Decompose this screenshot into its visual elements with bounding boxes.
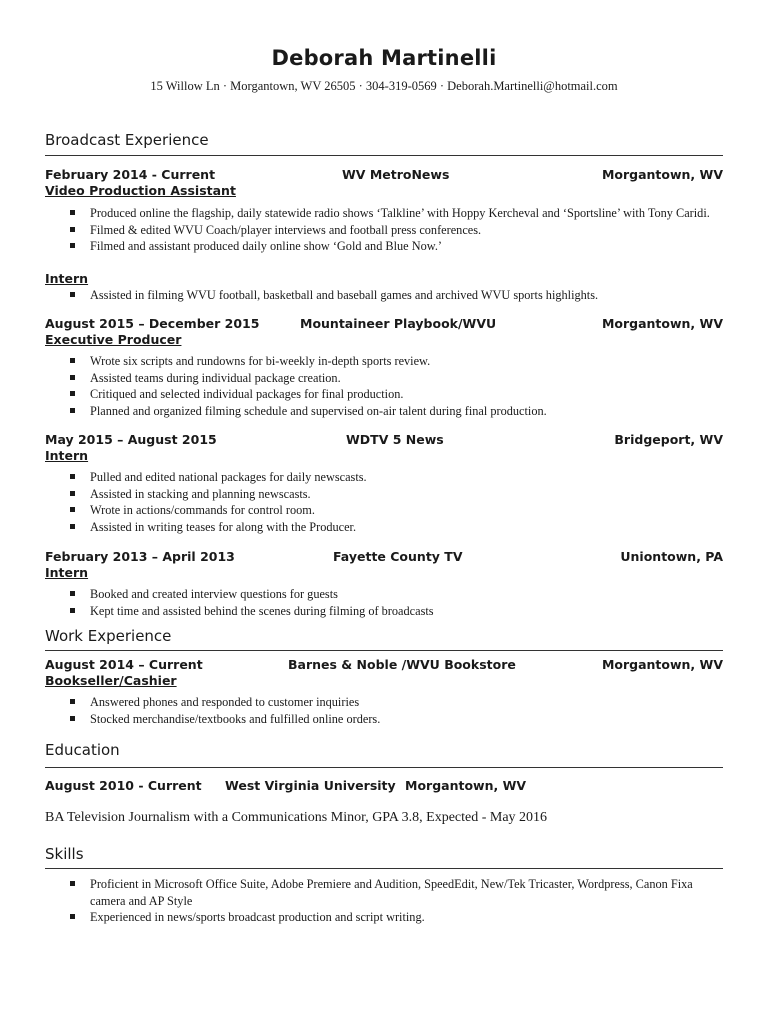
- bullet-list: [45, 287, 723, 304]
- candidate-name: Deborah Martinelli: [271, 46, 497, 70]
- section-heading-work: Work Experience: [45, 627, 172, 645]
- bullet-item: Planned and organized filming schedule and supervised on-air talent during final production.: [45, 403, 723, 420]
- bullet-list: [45, 353, 723, 419]
- bullet-item: Filmed & edited WVU Coach/player interviews and football press conferences.: [45, 222, 723, 239]
- bullet-item: Filmed and assistant produced daily online show ‘Gold and Blue Now.’: [45, 238, 723, 255]
- section-divider: [45, 650, 723, 651]
- job-date: February 2014 - Current: [45, 167, 216, 182]
- job-location: Uniontown, PA: [620, 549, 723, 564]
- job-title: Bookseller/Cashier: [45, 673, 177, 688]
- job-date: August 2015 – December 2015: [45, 316, 260, 331]
- education-school: West Virginia University: [225, 778, 396, 793]
- bullet-item: Booked and created interview questions for guests: [45, 586, 723, 603]
- job-org: Mountaineer Playbook/WVU: [300, 316, 497, 331]
- bullet-item: Experienced in news/sports broadcast production and script writing.: [45, 909, 723, 926]
- education-row: [45, 778, 723, 795]
- bullet-item: Stocked merchandise/textbooks and fulfilled online orders.: [45, 711, 723, 728]
- job-row-fayette: [45, 549, 723, 566]
- bullet-item: Assisted in writing teases for along with the Producer.: [45, 519, 723, 536]
- bullet-item: Assisted teams during individual package creation.: [45, 370, 723, 387]
- job-location: Morgantown, WV: [601, 657, 723, 672]
- section-divider: [45, 767, 723, 768]
- bullet-item: Kept time and assisted behind the scenes during filming of broadcasts: [45, 603, 723, 620]
- contact-line: 15 Willow Ln · Morgantown, WV 26505 · 304-319-0569 · Deborah.Martinelli@hotmail.com: [150, 79, 618, 93]
- job-org: Fayette County TV: [333, 549, 463, 564]
- bullet-item: Produced online the flagship, daily statewide radio shows ‘Talkline’ with Hoppy Kercheval and ‘Sportsline’ with Tony Caridi.: [45, 205, 723, 222]
- section-heading-education: Education: [45, 741, 120, 759]
- bullet-item: Wrote in actions/commands for control room.: [45, 502, 723, 519]
- job-title: Intern: [45, 565, 89, 580]
- section-divider: [45, 155, 723, 156]
- bullet-item: Wrote six scripts and rundowns for bi-weekly in-depth sports review.: [45, 353, 723, 370]
- bullet-item: Assisted in filming WVU football, basketball and baseball games and archived WVU sports highlights.: [45, 287, 723, 304]
- bullet-item: Answered phones and responded to customer inquiries: [45, 694, 723, 711]
- job-org: WV MetroNews: [342, 167, 450, 182]
- job-title: Intern: [45, 448, 89, 463]
- bullet-item: Pulled and edited national packages for daily newscasts.: [45, 469, 723, 486]
- section-heading-broadcast: Broadcast Experience: [45, 131, 209, 149]
- job-title: Intern: [45, 271, 89, 286]
- job-date: May 2015 – August 2015: [45, 432, 217, 447]
- bullet-item: Assisted in stacking and planning newscasts.: [45, 486, 723, 503]
- job-title: Executive Producer: [45, 332, 182, 347]
- section-divider: [45, 868, 723, 869]
- bullet-item: Proficient in Microsoft Office Suite, Adobe Premiere and Audition, SpeedEdit, New/Tek Tricaster, Wordpress, Canon Fixa camera and AP Style: [45, 876, 723, 909]
- job-date: August 2014 – Current: [45, 657, 203, 672]
- job-location: Bridgeport, WV: [614, 432, 723, 447]
- bullet-list: [45, 586, 723, 619]
- bullet-list: [45, 469, 723, 535]
- bullet-list: [45, 876, 723, 926]
- bullet-list: [45, 694, 723, 727]
- bullet-list: [45, 205, 723, 255]
- job-title: Video Production Assistant: [45, 183, 236, 198]
- job-date: February 2013 – April 2013: [45, 549, 235, 564]
- job-location: Morgantown, WV: [601, 316, 723, 331]
- job-row-playbook: [45, 316, 723, 333]
- education-date: August 2010 - Current: [45, 778, 202, 793]
- job-org: Barnes & Noble /WVU Bookstore: [288, 657, 516, 672]
- job-location: Morgantown, WV: [601, 167, 723, 182]
- education-location: Morgantown, WV: [405, 778, 527, 793]
- section-heading-skills: Skills: [45, 845, 84, 863]
- education-degree: BA Television Journalism with a Communications Minor, GPA 3.8, Expected - May 2016: [45, 810, 548, 825]
- job-org: WDTV 5 News: [346, 432, 444, 447]
- job-row-wdtv: [45, 432, 723, 449]
- job-row-bookstore: [45, 657, 723, 674]
- bullet-item: Critiqued and selected individual packages for final production.: [45, 386, 723, 403]
- job-row-metronews: [45, 167, 723, 184]
